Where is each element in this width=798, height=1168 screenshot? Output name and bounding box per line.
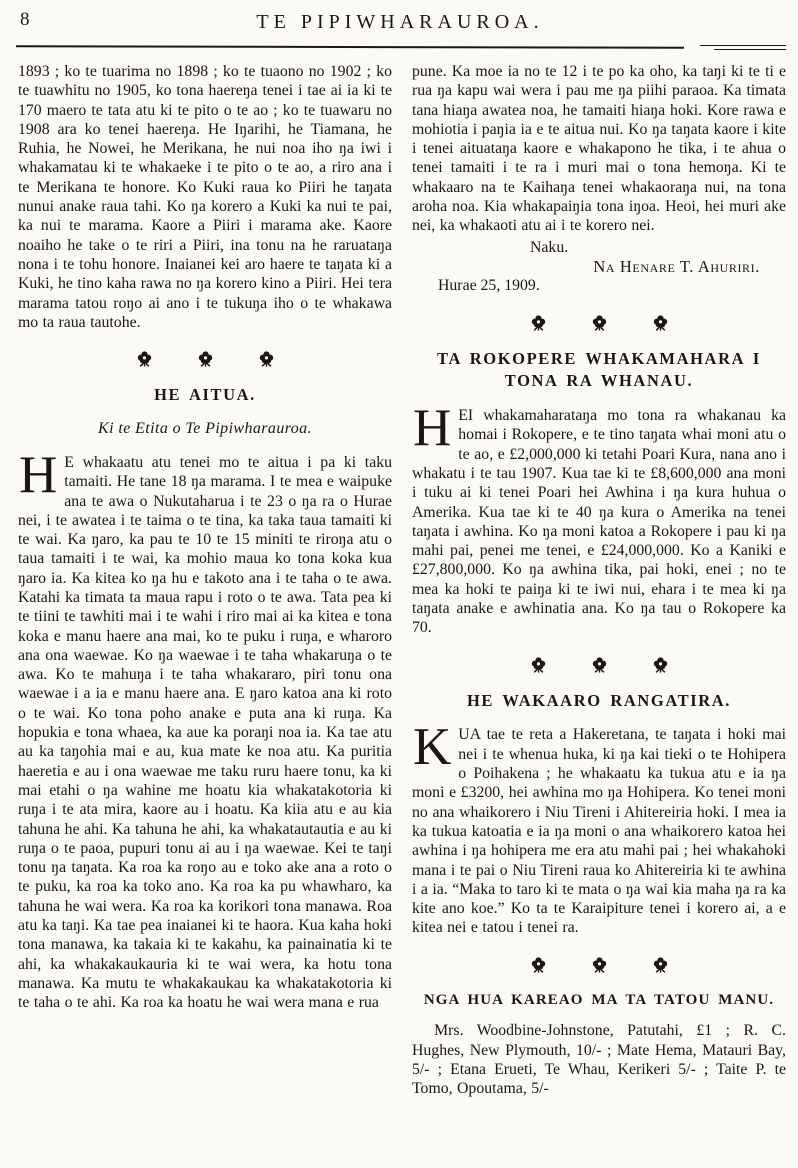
- dropcap-letter: K: [413, 718, 452, 777]
- article-continuation-text: 1893 ; ko te tuarima no 1898 ; ko te tuaono no 1902 ; ko te tuawhitu no 1905, ko tona haereŋa tenei i tae ai ia ki te 170 maero te tata atu ki te pito o te ao ; ko te tuawaru no 1908 ara ko tenei haereŋa. He Iŋarihi, he Tiamana, he Ruhia, he Nowei, he Merikana, he nui noa iho ŋa iwi i whakamatau ki te whakaeke i te pito o te ao, a riro ana i te Merikana te honore. Ko Kuki raua ko Piiri he taŋata nunui anake raua tahi. Ko ŋa korero a Kuki ka nui te pai, ka nui te marama. Kaore a Piiri i marama ake. Kaore noaiho he take o te riri a Piiri, ina tonu na he raruataŋa nona i te tohu honore. Inaianei kei aro haere te taŋata ki a Kuki, he tino kaha rawa no ŋa korero kino a Piiri. Hei tera marama tatou roŋo ai ano i te tukuŋa iho o te whakawa mo ta raua tautohe.: [18, 63, 392, 331]
- page-header: [14, 6, 786, 42]
- fleuron-icon: [652, 314, 669, 331]
- article-body-text: E whakaatu atu tenei mo te aitua i pa ki taku tamaiti. He tane 18 ŋa marama. I te mea e waipuke ana te awa o Nukutaharua i te 23 o ŋa ra o Hurae nei, i te awatea i te taima o te tina, ka taka taua tamaiti ki te wai. Ka ŋaro, ka pau te 10 te 15 miniti te riroŋa atu o taua tamaiti i te wai, ka mohio maua ko tona koka kua ŋaro ia. Ka kitea ko ŋa hu e takoto ana i te taha o te awa. Katahi ka timata ta maua rapu i roto o te awa. Tata pea ki te tiini te tawhiti mai i te wahi i riro mai ai ka kitea e tona koka e manu haere ana mai, ko te puku i ruŋa, e wharoro ana ona waewae. Ko ŋa waewae i te taha whakaruŋa o te awa. Ko te mahuŋa i te taha whakararo, piri tonu ona waewae i a ia e manu haere ana. E ŋaro katoa ana ki roto o te wai. Ko tona poho anake e puta ana ki ruŋa. Ka hopukia e tona whaea, ka aue ka poraŋi noa ia. Ka tae atu au ka taŋohia mai e au, kua mate ke noa atu. Ka puritia haeretia e au i ona waewae me taku ruru haere tonu, ka ki mai etahi o ŋa wahine me hoatu kia whakatakotoria ki ruŋa i te ata mira, kaore au i hoatu. Ka kiia atu e au kia tahuna he ahi. Ka tahuna he ahi, ka whakatautautia e au ki ruŋa o te paoa, pupuri tonu ai au i ŋa waewae. Kei te taŋi tonu ŋa taŋata. Ka roa ka roŋo au e toko ake ana a roto o te puku, ka roa ka toko ano. Ka roa ka pu whawharo, ka tahuna he wai wera. Ka roa ka korikori tona manawa. Roa atu ka taŋi. Ka tae pea inaianei ki te haora. Kua kaha hoki tona manawa, ka takaia ki te kakahu, ka painainatia ki te ahi, ka whakakaukauria ki te wai wera, ka hotu tona manawa. Ka mutu te whakakaukau ka whakatakotoria ki te taha o te ahi. Ka roa ka hoatu he wai wera mana e rua: [18, 453, 392, 1012]
- article-title-wakaaro: HE WAKAARO RANGATIRA.: [466, 690, 732, 710]
- signature-date: Hurae 25, 1909.: [438, 277, 540, 295]
- signature-author: Na Henare T. Ahuriri.: [593, 256, 760, 276]
- article-body-kareao: Mrs. Woodbine-Johnstone, Patutahi, £1 ; R. C. Hughes, New Plymouth, 10/- ; Mate Hema, Matauri Bay, 5/- ; Etana Erueti, Te Whau, Kerikeri 5/- ; Taite P. te Tomo, Opoutama, 5/-: [412, 1022, 786, 1098]
- article-title-rokopere: TA ROKOPERE WHAKAMAHARA I TONA RA WHANAU.: [437, 348, 761, 391]
- ornament-row: [412, 656, 786, 673]
- fleuron-icon: [136, 350, 153, 367]
- ornament-row: [412, 956, 786, 973]
- article-subtitle-he-aitua: Ki te Etita o Te Pipiwharauroa.: [98, 419, 312, 437]
- article-body-text: EI whakamaharataŋa mo tona ra whakanau ka homai i Rokopere, e te tino taŋata whai moni atu o te ao, e £2,000,000 ki tetahi Poari Kura, nana ano i whakatu i te tau 1907. Kua tae ki te £8,600,000 ana moni i tuku ai ki tenei Poari hei Awhina i ŋa kura huhua o Amerika. Kua tae ki te 40 ŋa kura o Amerika na tenei taŋata i awhina. Ko ŋa moni katoa a Rokopere i pau ki ŋa mahi pai, penei me tenei, e £24,000,000. Ko a Kaniki e £27,800,000. Ko ŋa awhina tika, pai hoki, enei ; no te mea ka hoki te paiŋa ki te iwi nui, ehara i te mea ki ŋa taŋata anake e awhinatia ana. Ko ŋa tau o Rokopere ka 70.: [412, 407, 786, 637]
- fleuron-icon: [591, 656, 608, 673]
- left-column: [18, 62, 392, 1168]
- header-rule-right-upper: [700, 45, 786, 46]
- article-title-kareao: NGA HUA KAREAO MA TA TATOU MANU.: [423, 991, 775, 1008]
- fleuron-icon: [530, 656, 547, 673]
- article-title-he-aitua: HE AITUA.: [154, 385, 256, 405]
- header-rule-main: [16, 45, 684, 48]
- fleuron-icon: [591, 314, 608, 331]
- fleuron-icon: [652, 656, 669, 673]
- signature-naku: Naku.: [530, 238, 569, 256]
- article-he-aitua-ending: pune. Ka moe ia no te 12 i te po ka oho, ka taŋi ki te ti e rua ŋa kapu wai wera i pau me ŋa piihi paraoa. Ka timata tana hiaŋa awatea noa, he tamaiti hiaŋa hoki. Kore rawa e mohiotia i paŋia ia e te aitua nui. Ko ŋa taŋata kaore i kite i tenei aituataŋa kaore e whakapono he tika, i te ahua o tenei tamaiti i te ra i muri mai o tona hemoŋa. Ki te whakaaro na te Kaihaŋa tenei whakaoraŋa nui, na tona aroha noa. Kia whakapaiŋia tona iŋoa. Heoi, hei muri ake nei, ka whakaoti atu ai i te korero nei.: [412, 63, 786, 235]
- ornament-row: [412, 314, 786, 331]
- fleuron-icon: [258, 350, 275, 367]
- article-body-rokopere: [412, 399, 786, 638]
- header-rule: [14, 42, 786, 54]
- dropcap-letter: H: [19, 445, 58, 504]
- fleuron-icon: [197, 350, 214, 367]
- page-number: 8: [20, 9, 30, 30]
- fleuron-icon: [530, 314, 547, 331]
- article-body-he-aitua: [18, 445, 392, 1013]
- ornament-row: [18, 350, 392, 367]
- article-body-wakaaro: [412, 718, 786, 937]
- dropcap-letter: H: [413, 399, 452, 458]
- right-column: [412, 62, 786, 1168]
- fleuron-icon: [530, 956, 547, 973]
- fleuron-icon: [591, 956, 608, 973]
- page-columns: [14, 60, 786, 1168]
- masthead-title: TE PIPIWHARAUROA.: [256, 11, 544, 33]
- header-rule-right-lower: [714, 49, 786, 50]
- article-body-text: UA tae te reta a Hakeretana, te taŋata i hoki mai nei i te whenua huka, ki ŋa kai tieki o te Hohipera o Poihakena ; he whakaatu ka tukua atu e ia ŋa moni e £3200, hei awhina mo ŋa Hohipera. Ko tenei moni no ana whaikorero i Niu Tireni i Ahitereiria hoki. I mea ia ka tukua katoatia e ia ŋa moni o ana whaikorero katoa hei awhina i ŋa hohipera me era atu mahi pai ; hei whakahoki mana i te pai o Niu Tireni raua ko Ahitereiria ki te awhina i a ia. “Maka to taro ki te mata o ŋa wai kia maha ŋa ra ka kite ano koe.” Ko ta te Karaipiture tenei i korero ai, a e kitea nei e tatou i tenei ra.: [412, 726, 786, 937]
- fleuron-icon: [652, 956, 669, 973]
